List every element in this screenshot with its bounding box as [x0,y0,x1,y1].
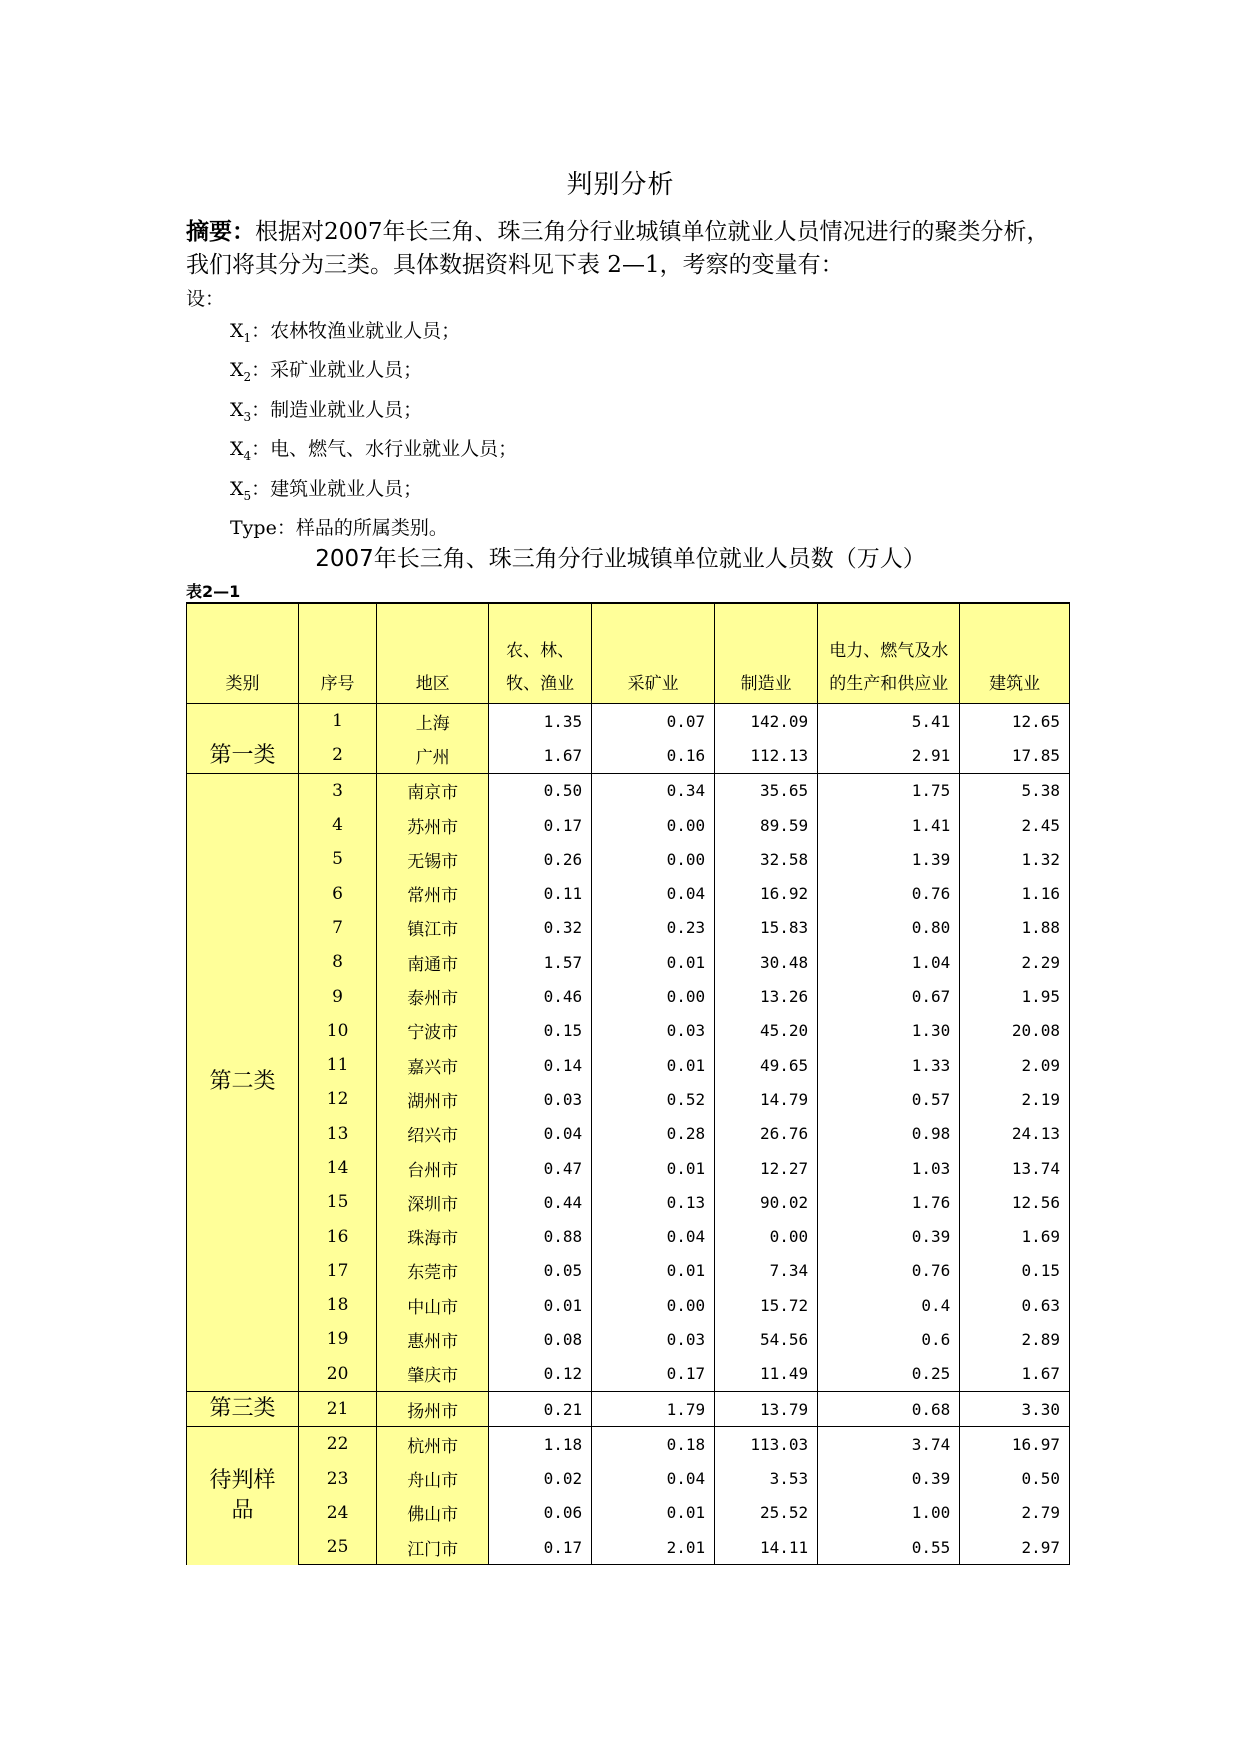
variable-symbol: Type [230,516,277,539]
region-cell: 绍兴市 [377,1117,489,1151]
agri-value-cell: 1.35 [489,704,592,739]
region-cell: 杭州市 [377,1427,489,1462]
category-cell [187,1391,299,1426]
utilities-value-cell: 0.25 [818,1357,960,1392]
seq-cell: 22 [298,1427,376,1462]
agri-value-cell: 0.47 [489,1151,592,1185]
agri-value-cell: 0.06 [489,1496,592,1530]
utilities-value-cell: 0.55 [818,1530,960,1565]
category-cell [187,704,299,774]
region-cell: 中山市 [377,1288,489,1322]
agri-value-cell: 0.14 [489,1048,592,1082]
region-cell: 南通市 [377,945,489,979]
utilities-value-cell: 0.39 [818,1219,960,1253]
construction-value-cell: 16.97 [960,1427,1070,1462]
utilities-value-cell: 1.30 [818,1014,960,1048]
category-cell [187,1427,299,1565]
seq-cell: 21 [298,1391,376,1426]
table-header-row [187,603,1070,704]
header-utilities [818,603,960,704]
manufacturing-value-cell: 16.92 [715,876,818,910]
construction-value-cell: 17.85 [960,738,1070,773]
construction-value-cell: 2.97 [960,1530,1070,1565]
table-row [187,979,1070,1013]
variable-subscript: 5 [243,488,252,503]
construction-value-cell: 1.88 [960,911,1070,945]
construction-value-cell: 13.74 [960,1151,1070,1185]
table-row [187,1185,1070,1219]
seq-cell: 20 [298,1357,376,1392]
variable-item [230,433,517,472]
mining-value-cell: 0.13 [592,1185,715,1219]
table-row [187,1322,1070,1356]
utilities-value-cell: 1.00 [818,1496,960,1530]
manufacturing-value-cell: 12.27 [715,1151,818,1185]
manufacturing-value-cell: 14.79 [715,1082,818,1116]
utilities-value-cell: 0.39 [818,1462,960,1496]
construction-value-cell: 2.79 [960,1496,1070,1530]
utilities-value-cell: 1.04 [818,945,960,979]
seq-cell: 1 [298,704,376,739]
variable-subscript: 1 [243,330,252,345]
region-cell: 宁波市 [377,1014,489,1048]
manufacturing-value-cell: 90.02 [715,1185,818,1219]
construction-value-cell: 2.45 [960,808,1070,842]
category-label: 第二类 [209,1069,276,1095]
table-row [187,1219,1070,1253]
variable-list [230,315,517,545]
agri-value-cell: 0.17 [489,808,592,842]
agri-value-cell: 0.12 [489,1357,592,1392]
region-cell: 上海 [377,704,489,739]
mining-value-cell: 0.01 [592,1254,715,1288]
agri-value-cell: 0.46 [489,979,592,1013]
construction-value-cell: 5.38 [960,773,1070,808]
agri-value-cell: 0.88 [489,1219,592,1253]
table-title: 2007年长三角、珠三角分行业城镇单位就业人员数（万人） [315,546,926,572]
variable-description: ：农林牧渔业就业人员； [251,320,461,342]
region-cell: 无锡市 [377,842,489,876]
seq-cell: 16 [298,1219,376,1253]
region-cell: 南京市 [377,773,489,808]
manufacturing-value-cell: 45.20 [715,1014,818,1048]
agri-value-cell: 0.11 [489,876,592,910]
utilities-value-cell: 2.91 [818,738,960,773]
manufacturing-value-cell: 30.48 [715,945,818,979]
manufacturing-value-cell: 32.58 [715,842,818,876]
mining-value-cell: 0.03 [592,1322,715,1356]
utilities-value-cell: 1.33 [818,1048,960,1082]
mining-value-cell: 0.18 [592,1427,715,1462]
table-row [187,1357,1070,1392]
table-row [187,1117,1070,1151]
abstract-label: 摘要： [186,219,255,245]
utilities-value-cell: 3.74 [818,1427,960,1462]
mining-value-cell: 0.04 [592,1219,715,1253]
variable-symbol: X [230,438,244,461]
manufacturing-value-cell: 0.00 [715,1219,818,1253]
mining-value-cell: 0.00 [592,842,715,876]
variable-item [230,394,517,433]
mining-value-cell: 1.79 [592,1391,715,1426]
mining-value-cell: 0.01 [592,1048,715,1082]
table-row [187,876,1070,910]
seq-cell: 14 [298,1151,376,1185]
agri-value-cell: 0.03 [489,1082,592,1116]
set-label: 设： [186,288,225,310]
agri-value-cell: 0.50 [489,773,592,808]
region-cell: 苏州市 [377,808,489,842]
variable-symbol: X [230,359,244,382]
region-cell: 广州 [377,738,489,773]
seq-cell: 23 [298,1462,376,1496]
region-cell: 湖州市 [377,1082,489,1116]
mining-value-cell: 0.03 [592,1014,715,1048]
header-category: 类别 [187,603,299,704]
seq-cell: 9 [298,979,376,1013]
seq-cell: 11 [298,1048,376,1082]
category-label: 第一类 [209,742,276,768]
category-cell [187,773,299,1391]
manufacturing-value-cell: 25.52 [715,1496,818,1530]
seq-cell: 12 [298,1082,376,1116]
utilities-value-cell: 1.03 [818,1151,960,1185]
table-row [187,911,1070,945]
header-region: 地区 [377,603,489,704]
manufacturing-value-cell: 49.65 [715,1048,818,1082]
construction-value-cell: 24.13 [960,1117,1070,1151]
mining-value-cell: 0.23 [592,911,715,945]
construction-value-cell: 3.30 [960,1391,1070,1426]
mining-value-cell: 0.17 [592,1357,715,1392]
manufacturing-value-cell: 3.53 [715,1462,818,1496]
construction-value-cell: 12.65 [960,704,1070,739]
region-cell: 台州市 [377,1151,489,1185]
variable-item [230,315,517,354]
seq-cell: 5 [298,842,376,876]
manufacturing-value-cell: 35.65 [715,773,818,808]
table-row [187,1288,1070,1322]
header-seq: 序号 [298,603,376,704]
agri-value-cell: 0.26 [489,842,592,876]
agri-value-cell: 0.44 [489,1185,592,1219]
agri-value-cell: 1.18 [489,1427,592,1462]
manufacturing-value-cell: 13.26 [715,979,818,1013]
mining-value-cell: 0.04 [592,876,715,910]
seq-cell: 10 [298,1014,376,1048]
table-row [187,773,1070,808]
region-cell: 嘉兴市 [377,1048,489,1082]
header-agri [489,603,592,704]
seq-cell: 17 [298,1254,376,1288]
construction-value-cell: 2.09 [960,1048,1070,1082]
region-cell: 佛山市 [377,1496,489,1530]
region-cell: 惠州市 [377,1322,489,1356]
seq-cell: 8 [298,945,376,979]
abstract-paragraph [186,216,1066,282]
manufacturing-value-cell: 26.76 [715,1117,818,1151]
agri-value-cell: 0.17 [489,1530,592,1565]
manufacturing-value-cell: 113.03 [715,1427,818,1462]
utilities-value-cell: 0.57 [818,1082,960,1116]
manufacturing-value-cell: 54.56 [715,1322,818,1356]
header-manufacturing: 制造业 [715,603,818,704]
mining-value-cell: 0.04 [592,1462,715,1496]
table-row [187,704,1070,739]
manufacturing-value-cell: 7.34 [715,1254,818,1288]
construction-value-cell: 1.95 [960,979,1070,1013]
table-row [187,1496,1070,1530]
mining-value-cell: 0.00 [592,1288,715,1322]
agri-value-cell: 1.67 [489,738,592,773]
table-row [187,1462,1070,1496]
utilities-value-cell: 0.6 [818,1322,960,1356]
construction-value-cell: 1.69 [960,1219,1070,1253]
construction-value-cell: 0.50 [960,1462,1070,1496]
table-row [187,1427,1070,1462]
mining-value-cell: 0.07 [592,704,715,739]
region-cell: 舟山市 [377,1462,489,1496]
mining-value-cell: 0.01 [592,1151,715,1185]
header-utilities-label: 电力、燃气及水的生产和供应业 [829,641,949,694]
abstract-text: 根据对2007年长三角、珠三角分行业城镇单位就业人员情况进行的聚类分析，我们将其分为三类。具体数据资料见下表 2—1，考察的变量有： [186,219,1050,278]
seq-cell: 25 [298,1530,376,1565]
mining-value-cell: 0.01 [592,1496,715,1530]
seq-cell: 18 [298,1288,376,1322]
seq-cell: 19 [298,1322,376,1356]
manufacturing-value-cell: 13.79 [715,1391,818,1426]
variable-description: ：电、燃气、水行业就业人员； [251,438,518,461]
manufacturing-value-cell: 14.11 [715,1530,818,1565]
construction-value-cell: 20.08 [960,1014,1070,1048]
table-code: 表2—1 [186,582,241,601]
seq-cell: 3 [298,773,376,808]
construction-value-cell: 0.15 [960,1254,1070,1288]
mining-value-cell: 0.16 [592,738,715,773]
manufacturing-value-cell: 15.72 [715,1288,818,1322]
data-table [186,602,1070,1565]
region-cell: 镇江市 [377,911,489,945]
variable-subscript: 2 [243,370,252,385]
agri-value-cell: 0.08 [489,1322,592,1356]
construction-value-cell: 12.56 [960,1185,1070,1219]
utilities-value-cell: 0.4 [818,1288,960,1322]
region-cell: 深圳市 [377,1185,489,1219]
table-row [187,945,1070,979]
agri-value-cell: 0.05 [489,1254,592,1288]
header-agri-label: 农、林、牧、渔业 [506,641,575,694]
variable-symbol: X [230,477,244,500]
utilities-value-cell: 0.67 [818,979,960,1013]
table-row [187,808,1070,842]
manufacturing-value-cell: 142.09 [715,704,818,739]
table-row [187,1082,1070,1116]
construction-value-cell: 1.32 [960,842,1070,876]
header-construction: 建筑业 [960,603,1070,704]
agri-value-cell: 0.02 [489,1462,592,1496]
agri-value-cell: 0.21 [489,1391,592,1426]
region-cell: 珠海市 [377,1219,489,1253]
table-row [187,842,1070,876]
manufacturing-value-cell: 15.83 [715,911,818,945]
table-row [187,1048,1070,1082]
seq-cell: 24 [298,1496,376,1530]
mining-value-cell: 0.52 [592,1082,715,1116]
mining-value-cell: 0.34 [592,773,715,808]
seq-cell: 7 [298,911,376,945]
category-label: 待判样品 [209,1468,276,1524]
seq-cell: 2 [298,738,376,773]
variable-description: ：采矿业就业人员； [251,359,423,382]
variable-description: ：制造业就业人员； [251,398,423,421]
region-cell: 泰州市 [377,979,489,1013]
category-label: 第三类 [209,1396,276,1422]
variable-subscript: 3 [243,409,252,424]
construction-value-cell: 1.16 [960,876,1070,910]
table-row [187,1530,1070,1565]
agri-value-cell: 0.15 [489,1014,592,1048]
construction-value-cell: 0.63 [960,1288,1070,1322]
region-cell: 东莞市 [377,1254,489,1288]
variable-item [230,473,517,512]
utilities-value-cell: 1.41 [818,808,960,842]
construction-value-cell: 2.29 [960,945,1070,979]
mining-value-cell: 0.01 [592,945,715,979]
utilities-value-cell: 0.98 [818,1117,960,1151]
table-row [187,738,1070,773]
agri-value-cell: 0.32 [489,911,592,945]
table-row [187,1391,1070,1426]
variable-symbol: X [230,320,244,342]
manufacturing-value-cell: 112.13 [715,738,818,773]
variable-symbol: X [230,398,244,421]
seq-cell: 4 [298,808,376,842]
construction-value-cell: 2.89 [960,1322,1070,1356]
manufacturing-value-cell: 11.49 [715,1357,818,1392]
utilities-value-cell: 0.68 [818,1391,960,1426]
construction-value-cell: 2.19 [960,1082,1070,1116]
utilities-value-cell: 0.76 [818,1254,960,1288]
utilities-value-cell: 5.41 [818,704,960,739]
utilities-value-cell: 1.75 [818,773,960,808]
variable-item [230,354,517,393]
seq-cell: 13 [298,1117,376,1151]
table-row [187,1151,1070,1185]
agri-value-cell: 1.57 [489,945,592,979]
utilities-value-cell: 1.39 [818,842,960,876]
agri-value-cell: 0.04 [489,1117,592,1151]
utilities-value-cell: 0.76 [818,876,960,910]
header-mining: 采矿业 [592,603,715,704]
mining-value-cell: 2.01 [592,1530,715,1565]
variable-description: ：样品的所属类别。 [276,516,448,539]
agri-value-cell: 0.01 [489,1288,592,1322]
table-row [187,1254,1070,1288]
region-cell: 肇庆市 [377,1357,489,1392]
mining-value-cell: 0.00 [592,979,715,1013]
region-cell: 扬州市 [377,1391,489,1426]
document-title: 判别分析 [566,170,675,200]
utilities-value-cell: 0.80 [818,911,960,945]
seq-cell: 6 [298,876,376,910]
variable-description: ：建筑业就业人员； [251,477,423,500]
mining-value-cell: 0.28 [592,1117,715,1151]
mining-value-cell: 0.00 [592,808,715,842]
construction-value-cell: 1.67 [960,1357,1070,1392]
manufacturing-value-cell: 89.59 [715,808,818,842]
region-cell: 江门市 [377,1530,489,1565]
variable-subscript: 4 [243,448,252,463]
seq-cell: 15 [298,1185,376,1219]
table-row [187,1014,1070,1048]
region-cell: 常州市 [377,876,489,910]
utilities-value-cell: 1.76 [818,1185,960,1219]
